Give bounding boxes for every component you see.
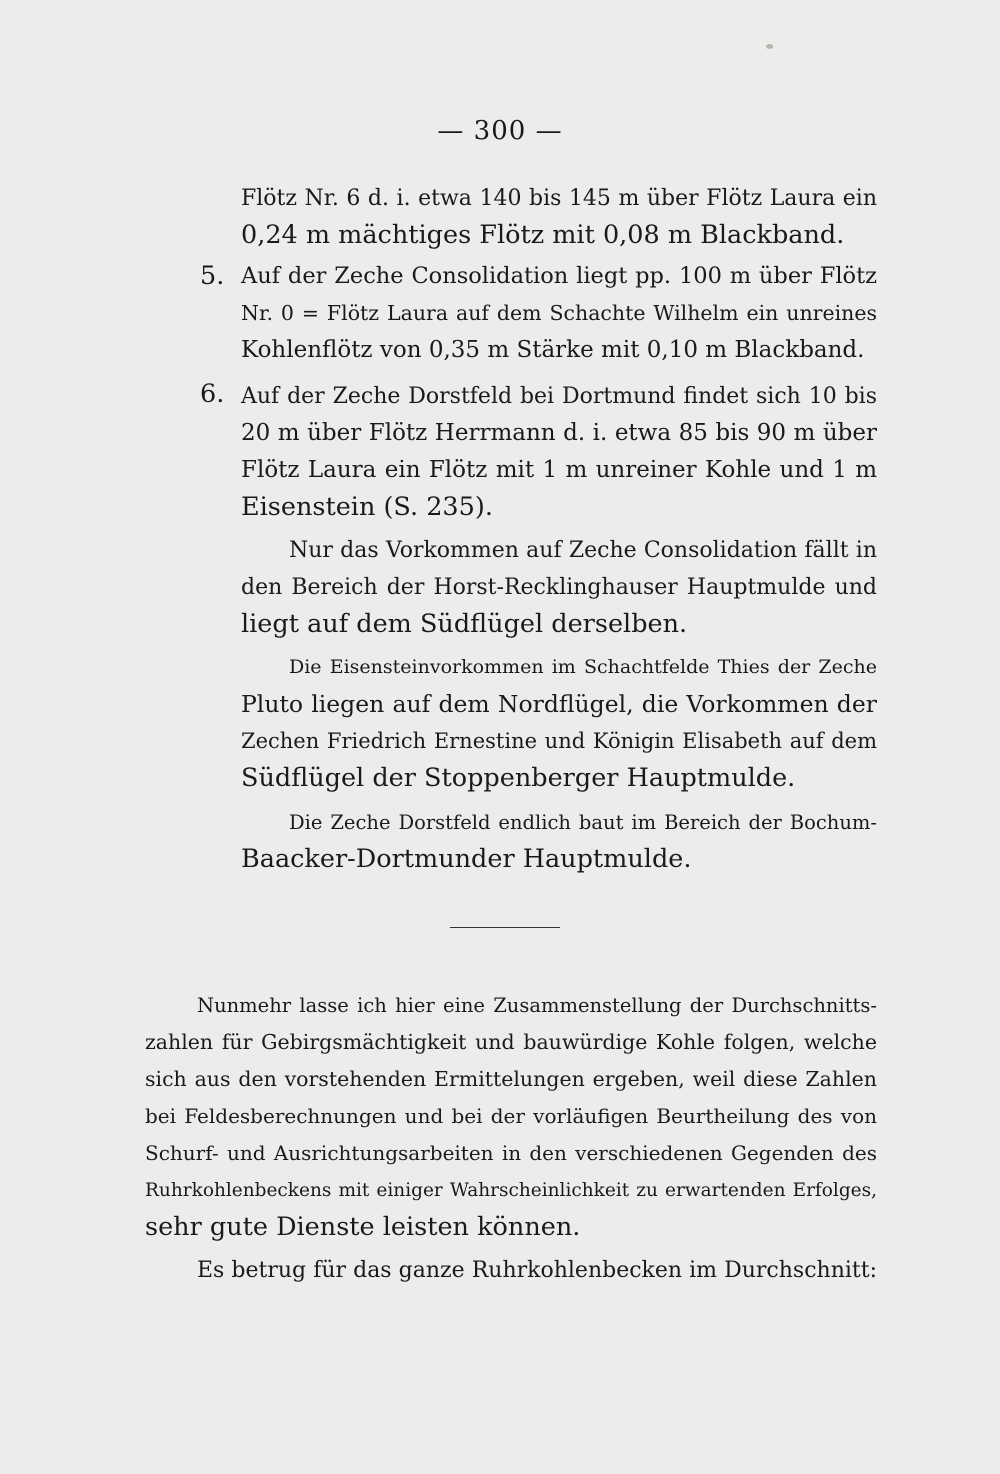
paragraph	[241, 532, 877, 643]
text-line: Nunmehr lasse ich hier eine Zusammenstellung der Durchschnitts-	[197, 994, 877, 1017]
text-line: Kohlenflötz von 0,35 m Stärke mit 0,10 m Blackband.	[241, 337, 865, 363]
text-line: Ruhrkohlenbeckens mit einiger Wahrscheinlichkeit zu erwartenden Erfolges,	[145, 1180, 877, 1201]
text-line: sehr gute Dienste leisten können.	[145, 1212, 581, 1242]
page-number: — 300 —	[437, 116, 563, 146]
text-line: Nr. 0 = Flötz Laura auf dem Schachte Wilhelm ein unreines	[241, 301, 877, 325]
section-divider	[450, 927, 560, 928]
paragraph	[145, 1252, 877, 1289]
item-number: 5.	[200, 261, 225, 291]
item4-continuation	[241, 180, 877, 254]
item-number: 6.	[200, 379, 225, 409]
text-line: Flötz Laura ein Flötz mit 1 m unreiner Kohle und 1 m	[241, 457, 877, 483]
text-line: Es betrug für das ganze Ruhrkohlenbecken im Durchschnitt:	[197, 1258, 877, 1283]
text-line: Die Zeche Dorstfeld endlich baut im Bereich der Bochum-	[289, 811, 877, 834]
text-line: Schurf- und Ausrichtungsarbeiten in den verschiedenen Gegenden des	[145, 1141, 877, 1165]
text-line: Auf der Zeche Dorstfeld bei Dortmund findet sich 10 bis	[241, 384, 877, 409]
item-6	[241, 378, 877, 526]
text-line: Auf der Zeche Consolidation liegt pp. 100 m über Flötz	[241, 263, 877, 289]
text-line: Zechen Friedrich Ernestine und Königin Elisabeth auf dem	[241, 729, 877, 753]
text-line: sich aus den vorstehenden Ermittelungen ergeben, weil diese Zahlen	[145, 1067, 877, 1091]
paper-spot	[766, 44, 773, 49]
text-line: den Bereich der Horst-Recklinghauser Hauptmulde und	[241, 575, 877, 600]
paragraph	[145, 987, 877, 1246]
paragraph	[241, 804, 877, 878]
text-line: 0,24 m mächtiges Flötz mit 0,08 m Blackband.	[241, 220, 845, 250]
item-5	[241, 258, 877, 369]
text-line: Südflügel der Stoppenberger Hauptmulde.	[241, 763, 796, 793]
text-line: Nur das Vorkommen auf Zeche Consolidation fällt in	[289, 538, 877, 563]
paragraph	[241, 649, 877, 797]
text-line: Baacker-Dortmunder Hauptmulde.	[241, 844, 692, 874]
text-line: 20 m über Flötz Herrmann d. i. etwa 85 bis 90 m über	[241, 420, 877, 446]
text-line: Flötz Nr. 6 d. i. etwa 140 bis 145 m über Flötz Laura ein	[241, 186, 877, 211]
text-line: zahlen für Gebirgsmächtigkeit und bauwürdige Kohle folgen, welche	[145, 1030, 877, 1054]
text-line: liegt auf dem Südflügel derselben.	[241, 609, 688, 639]
text-line: bei Feldesberechnungen und bei der vorläufigen Beurtheilung des von	[145, 1104, 877, 1128]
text-line: Eisenstein (S. 235).	[241, 492, 493, 522]
text-line: Pluto liegen auf dem Nordflügel, die Vorkommen der	[241, 690, 877, 718]
text-line: Die Eisensteinvorkommen im Schachtfelde Thies der Zeche	[289, 656, 877, 678]
